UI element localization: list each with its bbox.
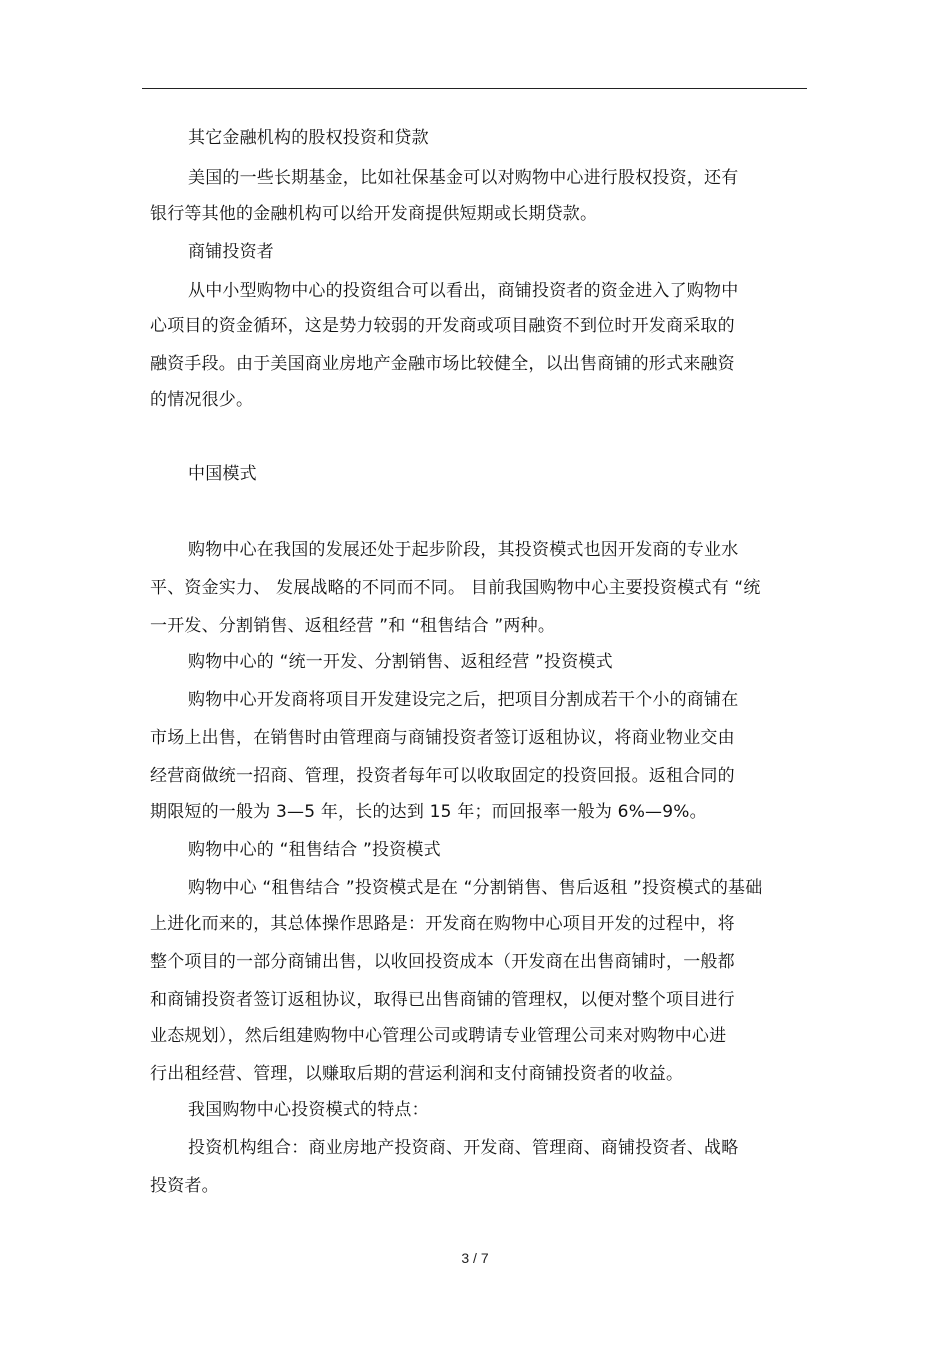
paragraph-line: 投资机构组合：商业房地产投资商、开发商、管理商、商铺投资者、战略 <box>188 1138 739 1158</box>
paragraph-line: 从中小型购物中心的投资组合可以看出，商铺投资者的资金进入了购物中 <box>188 281 739 301</box>
paragraph-line: 投资者。 <box>150 1176 219 1196</box>
paragraph-line: 经营商做统一招商、管理，投资者每年可以收取固定的投资回报。返租合同的 <box>150 766 735 786</box>
heading-unified-development-model: 购物中心的 “统一开发、分割销售、返租经营 ”投资模式 <box>188 652 613 672</box>
paragraph-line: 上进化而来的，其总体操作思路是：开发商在购物中心项目开发的过程中，将 <box>150 914 735 934</box>
paragraph-line: 一开发、分割销售、返租经营 ”和 “租售结合 ”两种。 <box>150 616 556 636</box>
paragraph-line: 整个项目的一部分商铺出售，以收回投资成本（开发商在出售商铺时，一般都 <box>150 952 735 972</box>
heading-other-financial-institutions: 其它金融机构的股权投资和贷款 <box>188 128 429 148</box>
paragraph-line: 美国的一些长期基金，比如社保基金可以对购物中心进行股权投资，还有 <box>188 168 739 188</box>
header-rule <box>142 88 807 89</box>
heading-model-features: 我国购物中心投资模式的特点： <box>188 1100 429 1120</box>
paragraph-line: 期限短的一般为 3—5 年，长的达到 15 年；而回报率一般为 6%—9%。 <box>150 802 707 822</box>
paragraph-line: 融资手段。由于美国商业房地产金融市场比较健全，以出售商铺的形式来融资 <box>150 354 735 374</box>
heading-shop-investors: 商铺投资者 <box>188 242 274 262</box>
paragraph-line: 平、资金实力、 发展战略的不同而不同。 目前我国购物中心主要投资模式有 “统 <box>150 578 761 598</box>
paragraph-line: 行出租经营、管理，以赚取后期的营运利润和支付商铺投资者的收益。 <box>150 1064 684 1084</box>
page-number: 3 / 7 <box>461 1250 489 1266</box>
paragraph-line: 购物中心 “租售结合 ”投资模式是在 “分割销售、售后返租 ”投资模式的基础 <box>188 878 763 898</box>
heading-lease-sale-model: 购物中心的 “租售结合 ”投资模式 <box>188 840 441 860</box>
paragraph-line: 市场上出售，在销售时由管理商与商铺投资者签订返租协议，将商业物业交由 <box>150 728 735 748</box>
paragraph-line: 的情况很少。 <box>150 390 254 410</box>
paragraph-line: 购物中心开发商将项目开发建设完之后，把项目分割成若干个小的商铺在 <box>188 690 739 710</box>
paragraph-line: 购物中心在我国的发展还处于起步阶段，其投资模式也因开发商的专业水 <box>188 540 739 560</box>
heading-china-model: 中国模式 <box>188 464 257 484</box>
paragraph-line: 和商铺投资者签订返租协议，取得已出售商铺的管理权，以便对整个项目进行 <box>150 990 735 1010</box>
paragraph-line: 银行等其他的金融机构可以给开发商提供短期或长期贷款。 <box>150 204 598 224</box>
paragraph-line: 业态规划），然后组建购物中心管理公司或聘请专业管理公司来对购物中心进 <box>150 1026 727 1046</box>
paragraph-line: 心项目的资金循环，这是势力较弱的开发商或项目融资不到位时开发商采取的 <box>150 316 735 336</box>
